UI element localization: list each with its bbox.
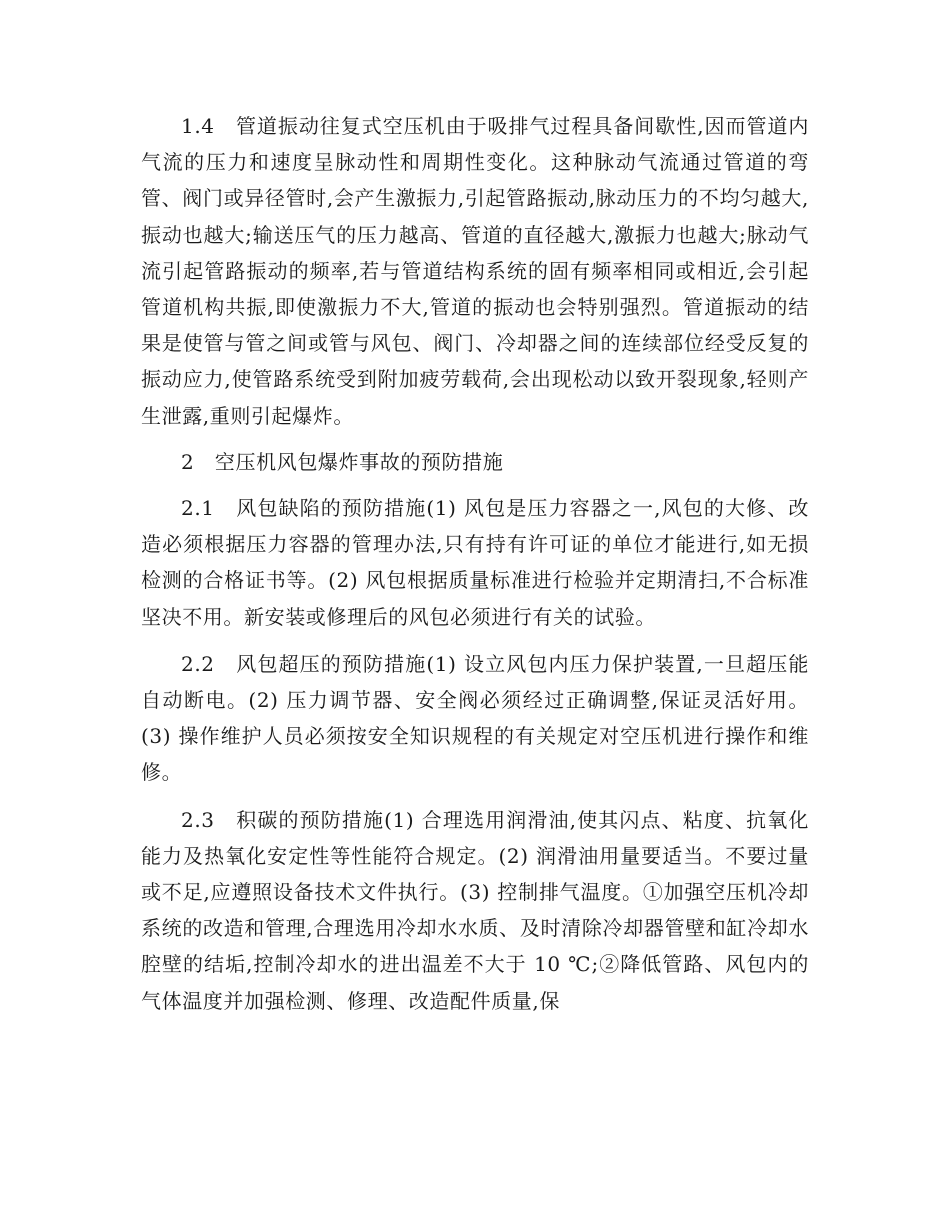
- paragraph-tank-defect-prevention: 2.1 风包缺陷的预防措施(1) 风包是压力容器之一,风包的大修、改造必须根据压力容器的管理办法,只有持有许可证的单位才能进行,如无损检测的合格证书等。(2) 风包根据质量标准进行检验并定期清扫,不合标准坚决不用。新安装或修理后的风包必须进行有关的试验。: [141, 496, 809, 629]
- document-page: [141, 108, 809, 1019]
- paragraph-pipe-vibration: 1.4 管道振动往复式空压机由于吸排气过程具备间歇性,因而管道内气流的压力和速度呈脉动性和周期性变化。这种脉动气流通过管道的弯管、阀门或异径管时,会产生激振力,引起管路振动,脉动压力的不均匀越大,振动也越大;输送压气的压力越高、管道的直径越大,激振力也越大;脉动气流引起管路振动的频率,若与管道结构系统的固有频率相同或相近,会引起管道机构共振,即使激振力不大,管道的振动也会特别强烈。管道振动的结果是使管与管之间或管与风包、阀门、冷却器之间的连续部位经受反复的振动应力,使管路系统受到附加疲劳载荷,会出现松动以致开裂现象,轻则产生泄露,重则引起爆炸。: [141, 114, 809, 428]
- paragraph-spacer: [141, 791, 809, 802]
- paragraph-carbon-deposit-prevention: 2.3 积碳的预防措施(1) 合理选用润滑油,使其闪点、粘度、抗氧化能力及热氧化安定性等性能符合规定。(2) 润滑油用量要适当。不要过量或不足,应遵照设备技术文件执行。(3) 控制排气温度。①加强空压机冷却系统的改造和管理,合理选用冷却水水质、及时清除冷却器管壁和缸冷却水腔壁的结垢,控制冷却水的进出温差不大于 10 ℃;②降低管路、风包内的气体温度并加强检测、修理、改造配件质量,保: [141, 807, 809, 1013]
- paragraph-spacer: [141, 480, 809, 490]
- section-heading-prevention: 2 空压机风包爆炸事故的预防措施: [181, 449, 504, 474]
- paragraph-spacer: [141, 635, 809, 646]
- paragraph-overpressure-prevention: 2.2 风包超压的预防措施(1) 设立风包内压力保护装置,一旦超压能自动断电。(2) 压力调节器、安全阀必须经过正确调整,保证灵活好用。(3) 操作维护人员必须按安全知识规程的有关规定对空压机进行操作和维修。: [141, 651, 809, 785]
- paragraph-spacer: [141, 434, 809, 444]
